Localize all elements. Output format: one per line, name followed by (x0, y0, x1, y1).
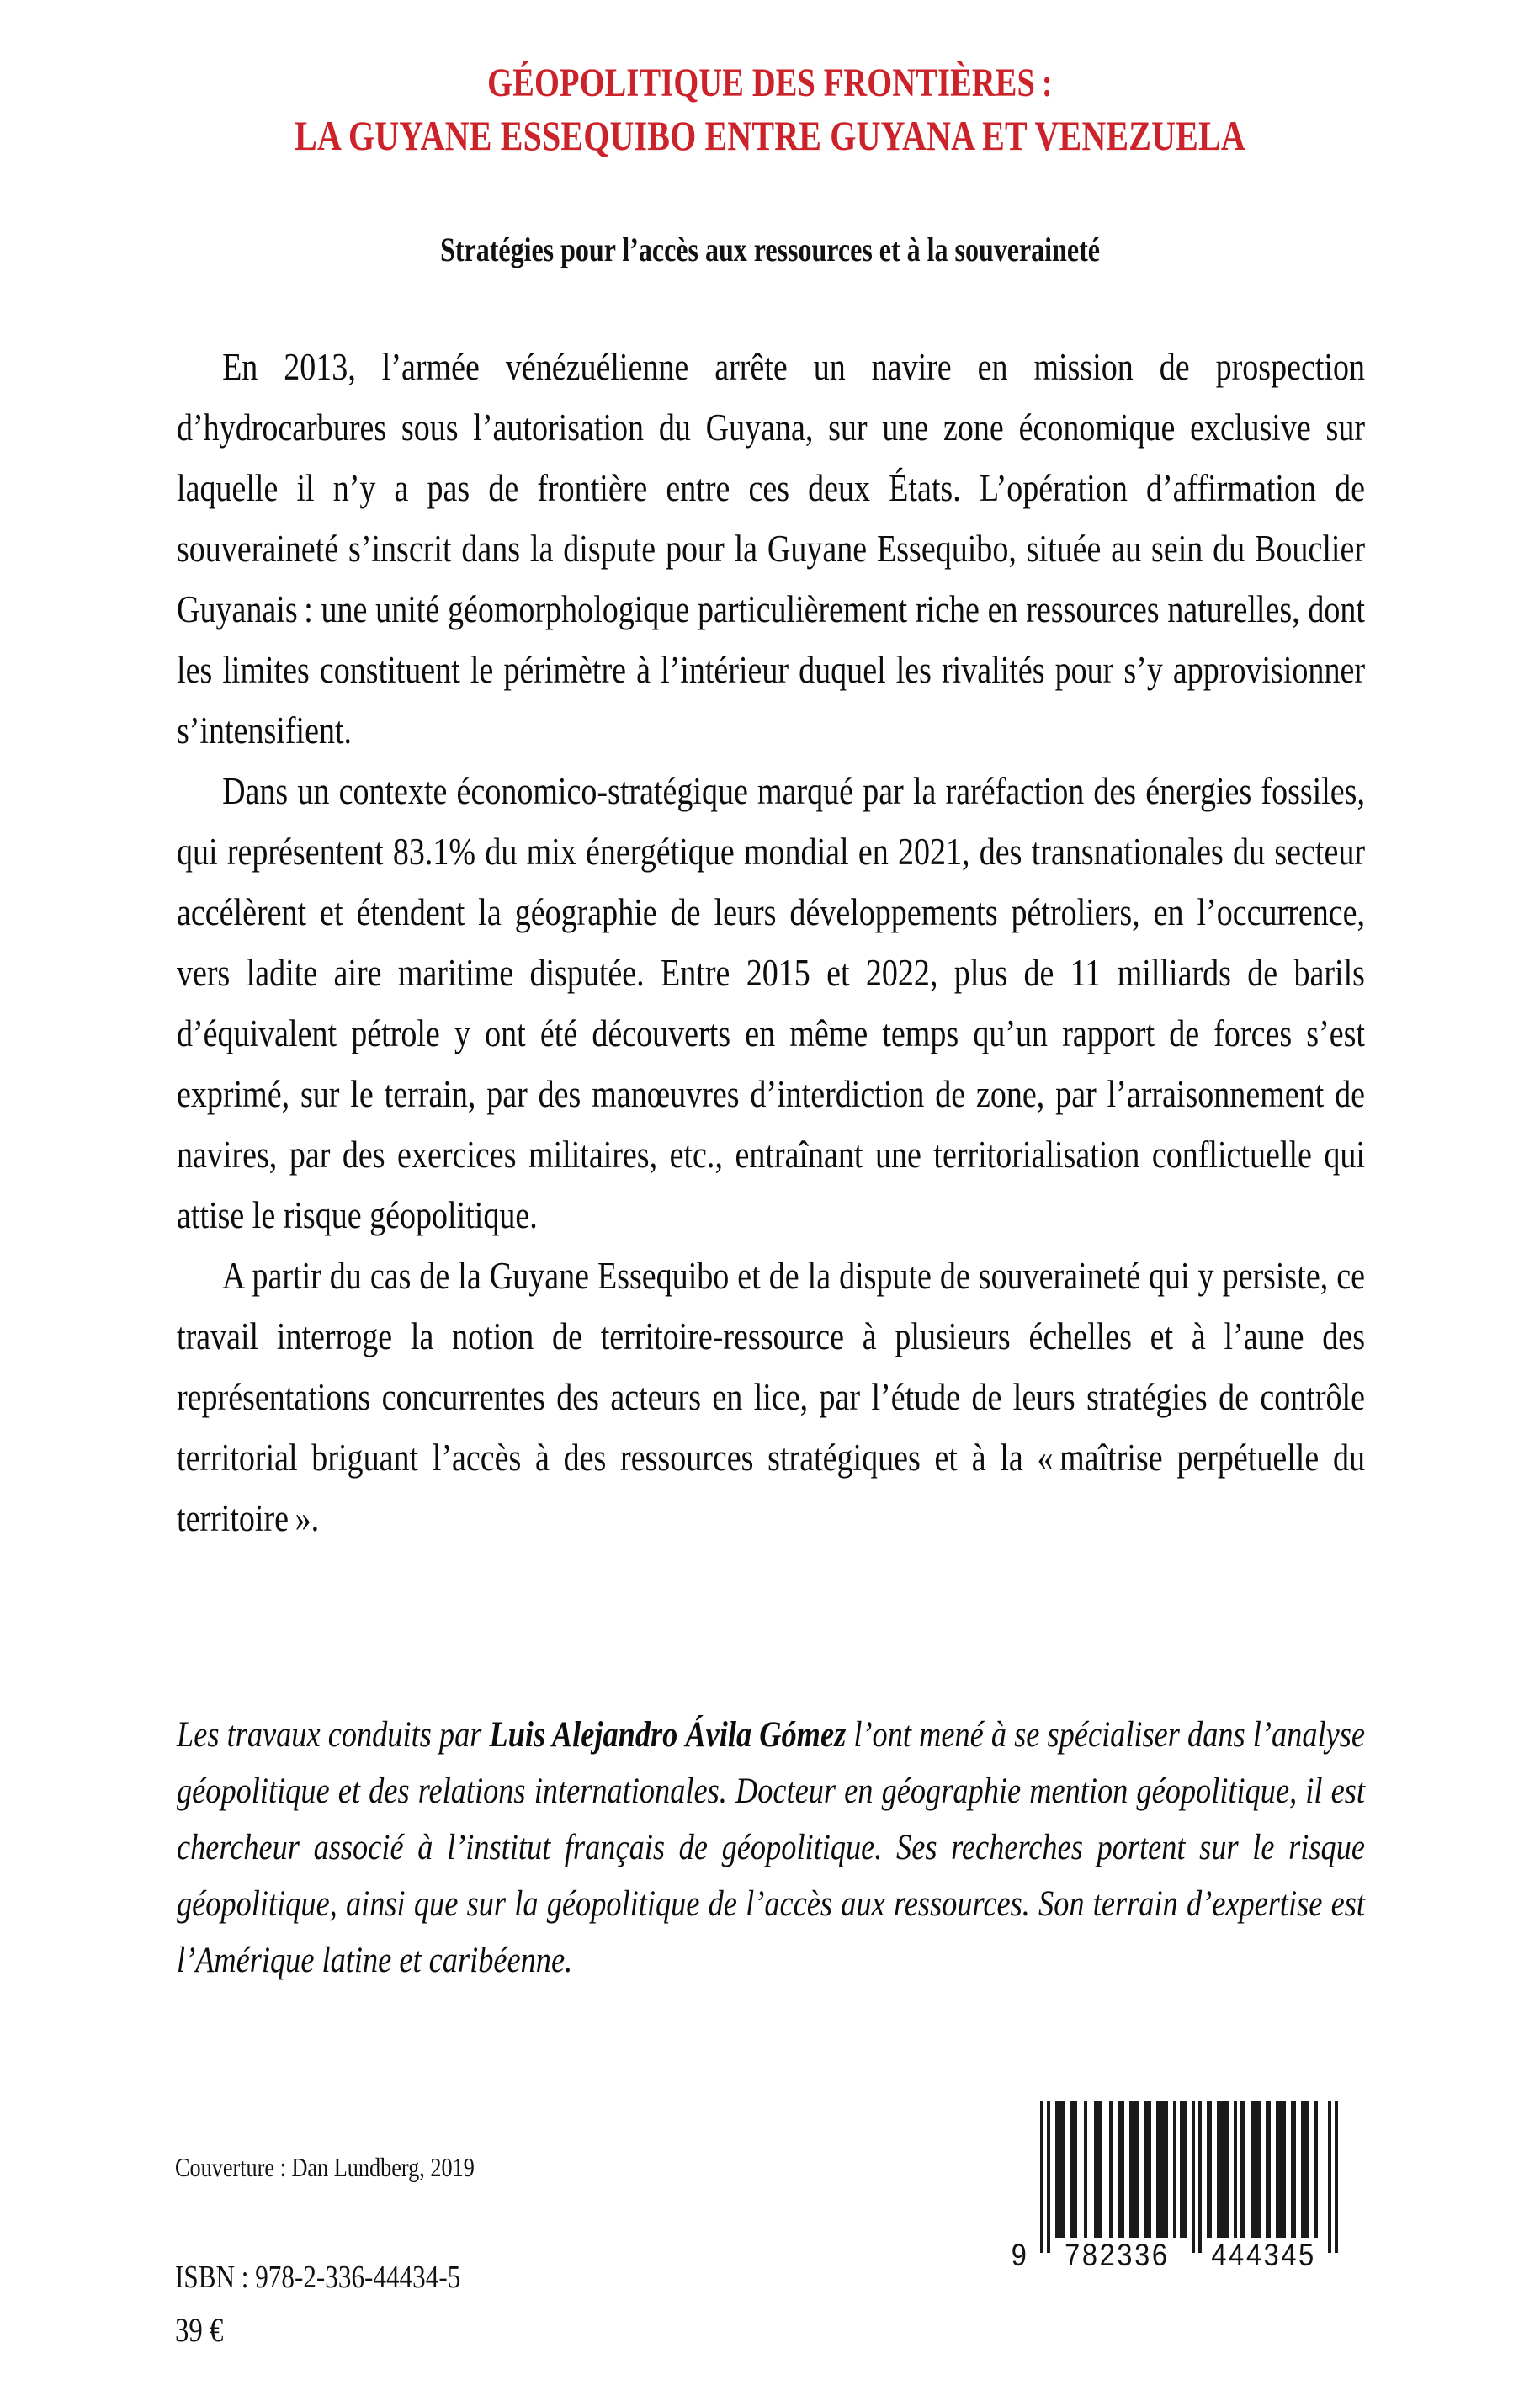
price-text: 39 € (175, 2311, 224, 2349)
blurb-paragraph-1: En 2013, l’armée vénézuélienne arrête un navire en mission de prospection d’hydrocarbures sous l’autorisation du Guyana, sur une zone économique exclusive sur laquelle il n’y a pas de frontière entre ces deux États. L’opération d’affirmation de souveraineté s’inscrit dans la dispute pour la Guyane Essequibo, située au sein du Bouclier Guyanais : une unité géomorphologique particulièrement riche en ressources naturelles, dont les limites constituent le périmètre à l’intérieur duquel les rivalités pour s’y approvisionner s’intensifient. (177, 346, 1365, 752)
author-bio-paragraph (177, 1707, 1365, 1989)
author-bio (177, 1707, 1365, 1989)
author-bio-prefix: Les travaux conduits par (177, 1715, 490, 1755)
book-title (101, 57, 1439, 162)
barcode-digit-group-1: 782336 (1065, 2238, 1170, 2272)
barcode-digit-prefix: 9 (1011, 2238, 1027, 2272)
isbn-text: ISBN : 978-2-336-44434-5 (175, 2260, 461, 2295)
barcode-digits (1010, 2238, 1316, 2276)
author-name: Luis Alejandro Ávila Gómez (489, 1715, 847, 1755)
barcode-bars-icon (1010, 2101, 1350, 2253)
ean13-barcode (1010, 2101, 1350, 2291)
blurb-paragraph-2: Dans un contexte économico-stratégique marqué par la raréfaction des énergies fossiles, qui représentent 83.1% du mix énergétique mondial en 2021, des transnationales du secteur accélèrent et étendent la géographie de leurs développements pétroliers, en l’occurrence, vers ladite aire maritime disputée. Entre 2015 et 2022, plus de 11 milliards de barils d’équivalent pétrole y ont été découverts en même temps qu’un rapport de forces s’est exprimé, sur le terrain, par des manœuvres d’interdiction de zone, par l’arraisonnement de navires, par des exercices militaires, etc., entraînant une territorialisation conflictuelle qui attise le risque géopolitique. (177, 770, 1365, 1236)
barcode-digit-group-2: 444345 (1211, 2238, 1316, 2272)
title-line-2: LA GUYANE ESSEQUIBO ENTRE GUYANA ET VENEZUELA (295, 112, 1245, 159)
book-subtitle: Stratégies pour l’accès aux ressources et à la souveraineté (440, 231, 1100, 268)
title-line-1: GÉOPOLITIQUE DES FRONTIÈRES : (487, 61, 1053, 105)
cover-credit: Couverture : Dan Lundberg, 2019 (175, 2152, 475, 2182)
blurb-text (177, 337, 1365, 1548)
blurb-paragraph-3: A partir du cas de la Guyane Essequibo et de la dispute de souveraineté qui y persiste, ce travail interroge la notion de territoire-ressource à plusieurs échelles et à l’aune des représentations concurrentes des acteurs en lice, par l’étude de leurs stratégies de contrôle territorial briguant l’accès à des ressources stratégiques et à la « maîtrise perpétuelle du territoire ». (177, 1255, 1365, 1539)
author-bio-suffix: l’ont mené à se spécialiser dans l’analyse géopolitique et des relations internationales. Docteur en géographie mention géopolitique, il est chercheur associé à l’institut français de géopolitique. Ses recherches portent sur le risque géopolitique, ainsi que sur la géopolitique de l’accès aux ressources. Son terrain d’expertise est l’Amérique latine et caribéenne. (177, 1715, 1365, 1980)
